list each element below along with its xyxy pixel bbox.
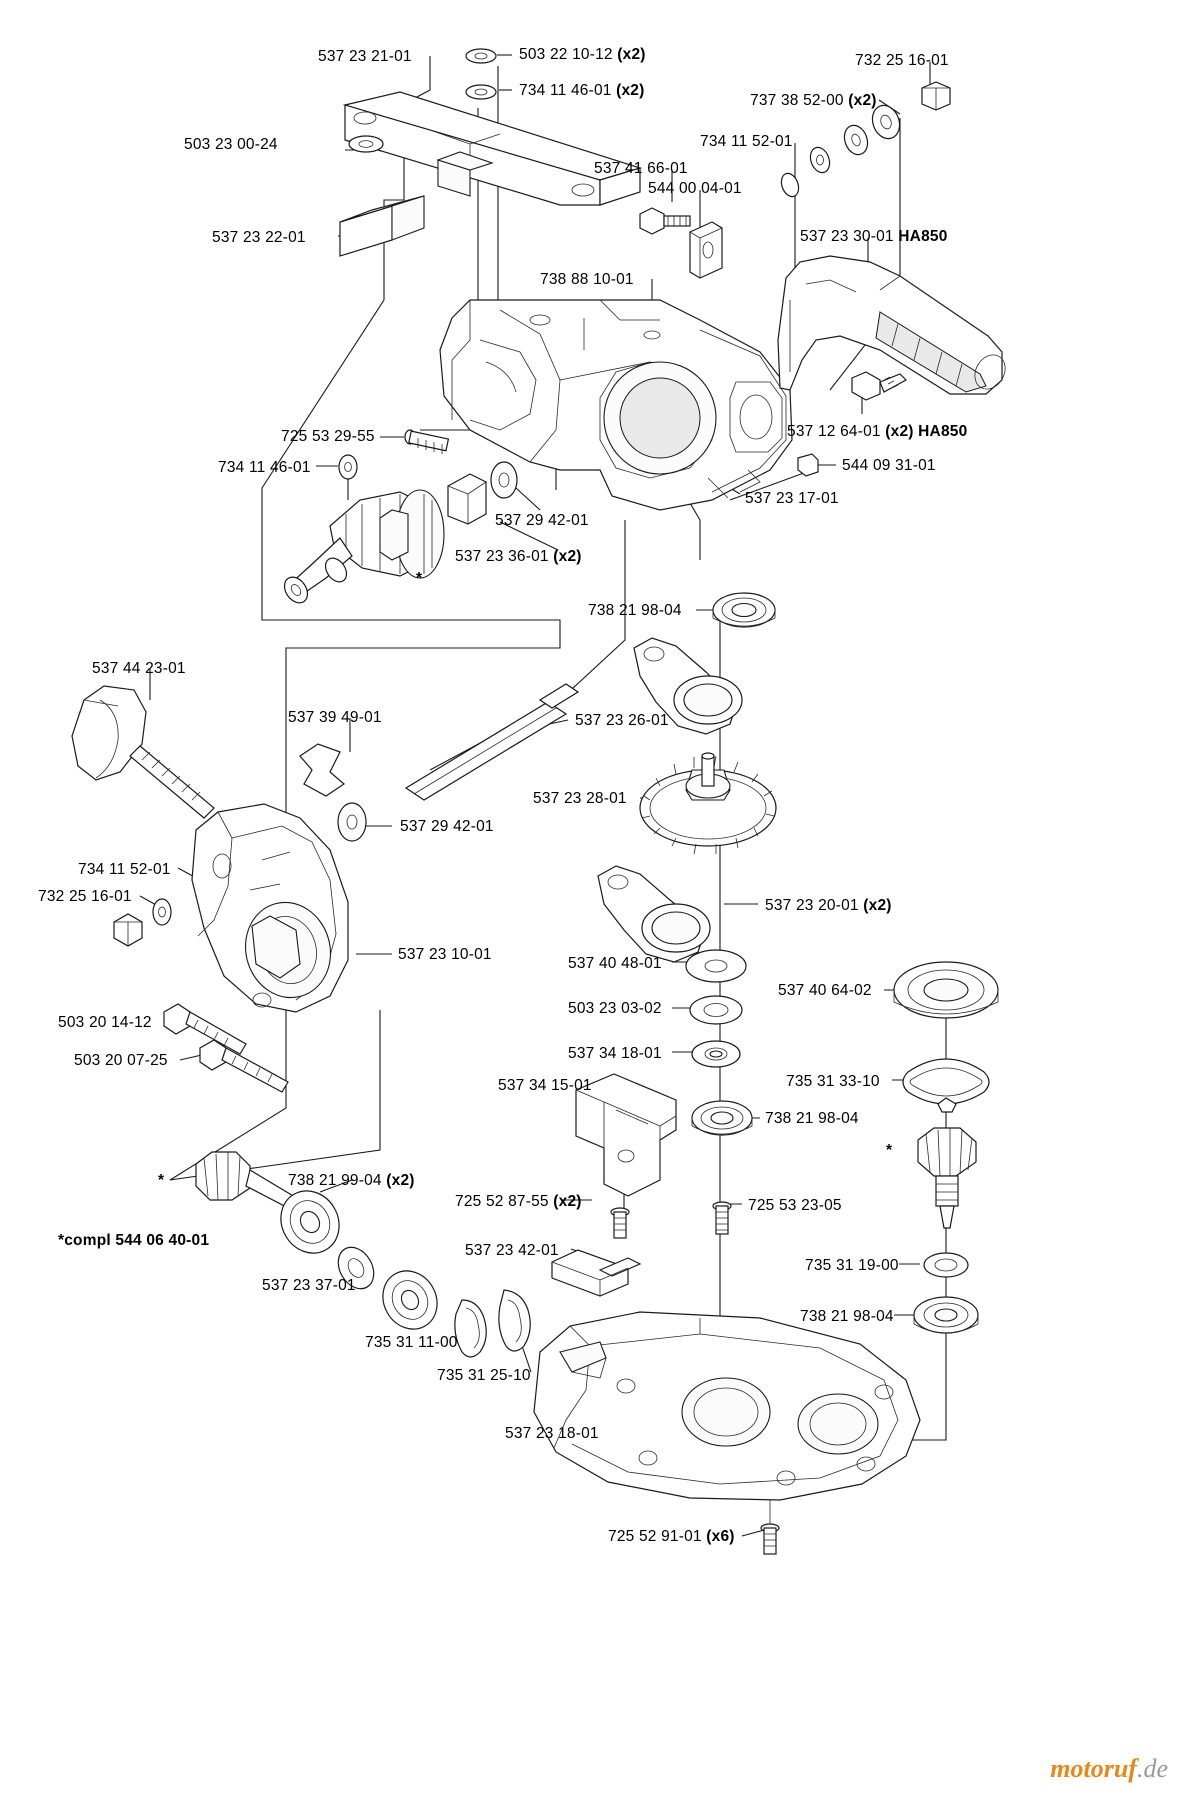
part-label: 537 23 30-01 HA850 xyxy=(800,228,948,245)
part-label: 537 23 20-01 (x2) xyxy=(765,897,892,914)
part-label: 537 23 37-01 xyxy=(262,1277,356,1294)
part-label: 544 09 31-01 xyxy=(842,457,936,474)
part-label: 738 21 98-04 xyxy=(588,602,682,619)
part-label: 544 00 04-01 xyxy=(648,180,742,197)
part-label: 734 11 46-01 (x2) xyxy=(519,82,645,99)
part-label: 734 11 46-01 xyxy=(218,459,311,476)
asterisk-marker: * xyxy=(158,1172,165,1189)
part-label: 537 12 64-01 (x2) HA850 xyxy=(787,423,968,440)
part-label: 537 23 10-01 xyxy=(398,946,492,963)
part-label: 725 52 87-55 (x2) xyxy=(455,1193,582,1210)
part-label: 537 41 66-01 xyxy=(594,160,688,177)
part-label: 734 11 52-01 xyxy=(78,861,171,878)
part-label: 503 20 07-25 xyxy=(74,1052,168,1069)
part-label: 537 23 28-01 xyxy=(533,790,627,807)
part-label: 537 40 48-01 xyxy=(568,955,662,972)
part-label: 537 23 22-01 xyxy=(212,229,306,246)
part-label: 537 34 18-01 xyxy=(568,1045,662,1062)
part-label: 503 20 14-12 xyxy=(58,1014,152,1031)
part-label: 537 34 15-01 xyxy=(498,1077,592,1094)
part-label: 738 88 10-01 xyxy=(540,271,634,288)
part-label: 738 21 99-04 (x2) xyxy=(288,1172,415,1189)
part-label: 735 31 19-00 xyxy=(805,1257,899,1274)
part-label: 537 23 17-01 xyxy=(745,490,839,507)
part-label: 537 44 23-01 xyxy=(92,660,186,677)
part-label: 732 25 16-01 xyxy=(38,888,132,905)
part-label: 725 53 29-55 xyxy=(281,428,375,445)
part-label: 503 22 10-12 (x2) xyxy=(519,46,646,63)
part-label: 537 29 42-01 xyxy=(400,818,494,835)
part-label: 735 31 11-00 xyxy=(365,1334,458,1351)
asterisk-marker: * xyxy=(886,1142,893,1159)
part-label: 537 40 64-02 xyxy=(778,982,872,999)
part-label: 732 25 16-01 xyxy=(855,52,949,69)
part-label: 537 23 21-01 xyxy=(318,48,412,65)
part-label: 738 21 98-04 xyxy=(800,1308,894,1325)
part-label: 725 53 23-05 xyxy=(748,1197,842,1214)
part-label: 537 23 26-01 xyxy=(575,712,669,729)
part-label: 537 39 49-01 xyxy=(288,709,382,726)
part-label: 537 23 36-01 (x2) xyxy=(455,548,582,565)
part-label: 735 31 25-10 xyxy=(437,1367,531,1384)
part-label: 737 38 52-00 (x2) xyxy=(750,92,877,109)
part-label: 734 11 52-01 xyxy=(700,133,793,150)
part-label: 738 21 98-04 xyxy=(765,1110,859,1127)
asterisk-marker: * xyxy=(416,570,423,587)
watermark: motoruf.de xyxy=(1050,1754,1168,1783)
part-label: 537 29 42-01 xyxy=(495,512,589,529)
part-label: 735 31 33-10 xyxy=(786,1073,880,1090)
part-label-assembly-note: *compl 544 06 40-01 xyxy=(58,1232,210,1249)
part-label: 503 23 00-24 xyxy=(184,136,278,153)
part-label: 537 23 42-01 xyxy=(465,1242,559,1259)
part-label: 725 52 91-01 (x6) xyxy=(608,1528,735,1545)
part-label: 503 23 03-02 xyxy=(568,1000,662,1017)
part-label: 537 23 18-01 xyxy=(505,1425,599,1442)
